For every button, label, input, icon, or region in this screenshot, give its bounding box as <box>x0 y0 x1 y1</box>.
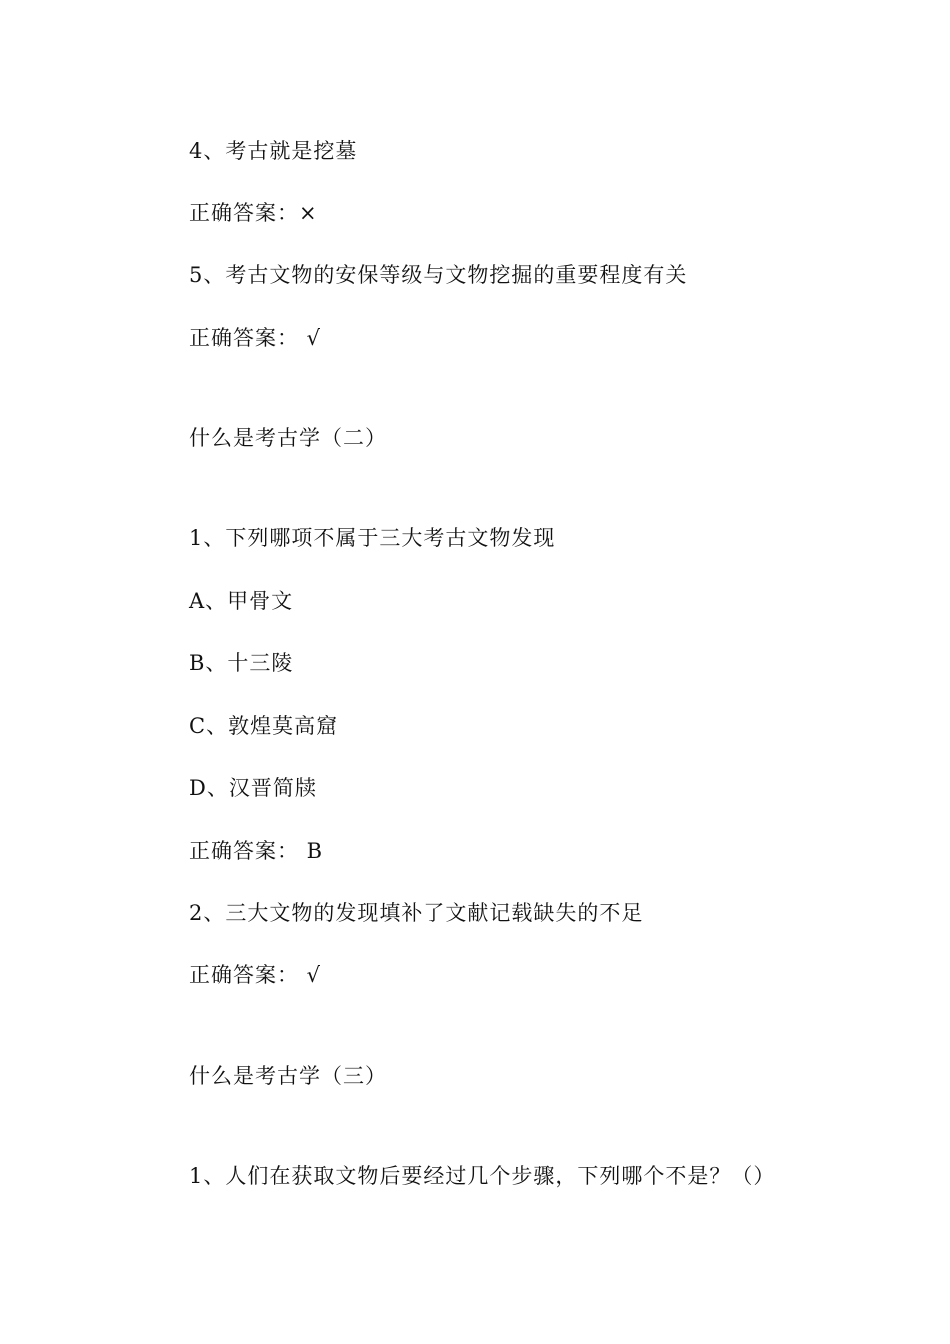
answer-2: 正确答案： √ <box>189 963 322 987</box>
option-a: A、甲骨文 <box>189 589 294 613</box>
option-d: D、汉晋简牍 <box>189 776 317 800</box>
answer-5: 正确答案： √ <box>189 326 322 350</box>
section-heading-3: 什么是考古学（三） <box>189 1064 387 1088</box>
answer-4: 正确答案：× <box>189 201 318 225</box>
question-4-text: 4、考古就是挖墓 <box>189 139 358 163</box>
answer-1: 正确答案： B <box>189 839 324 863</box>
question-1-text: 1、下列哪项不属于三大考古文物发现 <box>189 526 556 550</box>
question-1-section-3-text: 1、人们在获取文物后要经过几个步骤，下列哪个不是？（） <box>189 1164 776 1188</box>
option-c: C、敦煌莫高窟 <box>189 714 339 738</box>
question-5-text: 5、考古文物的安保等级与文物挖掘的重要程度有关 <box>189 263 688 287</box>
question-2-text: 2、三大文物的发现填补了文献记载缺失的不足 <box>189 901 644 925</box>
section-heading-2: 什么是考古学（二） <box>189 426 387 450</box>
option-b: B、十三陵 <box>189 651 294 675</box>
